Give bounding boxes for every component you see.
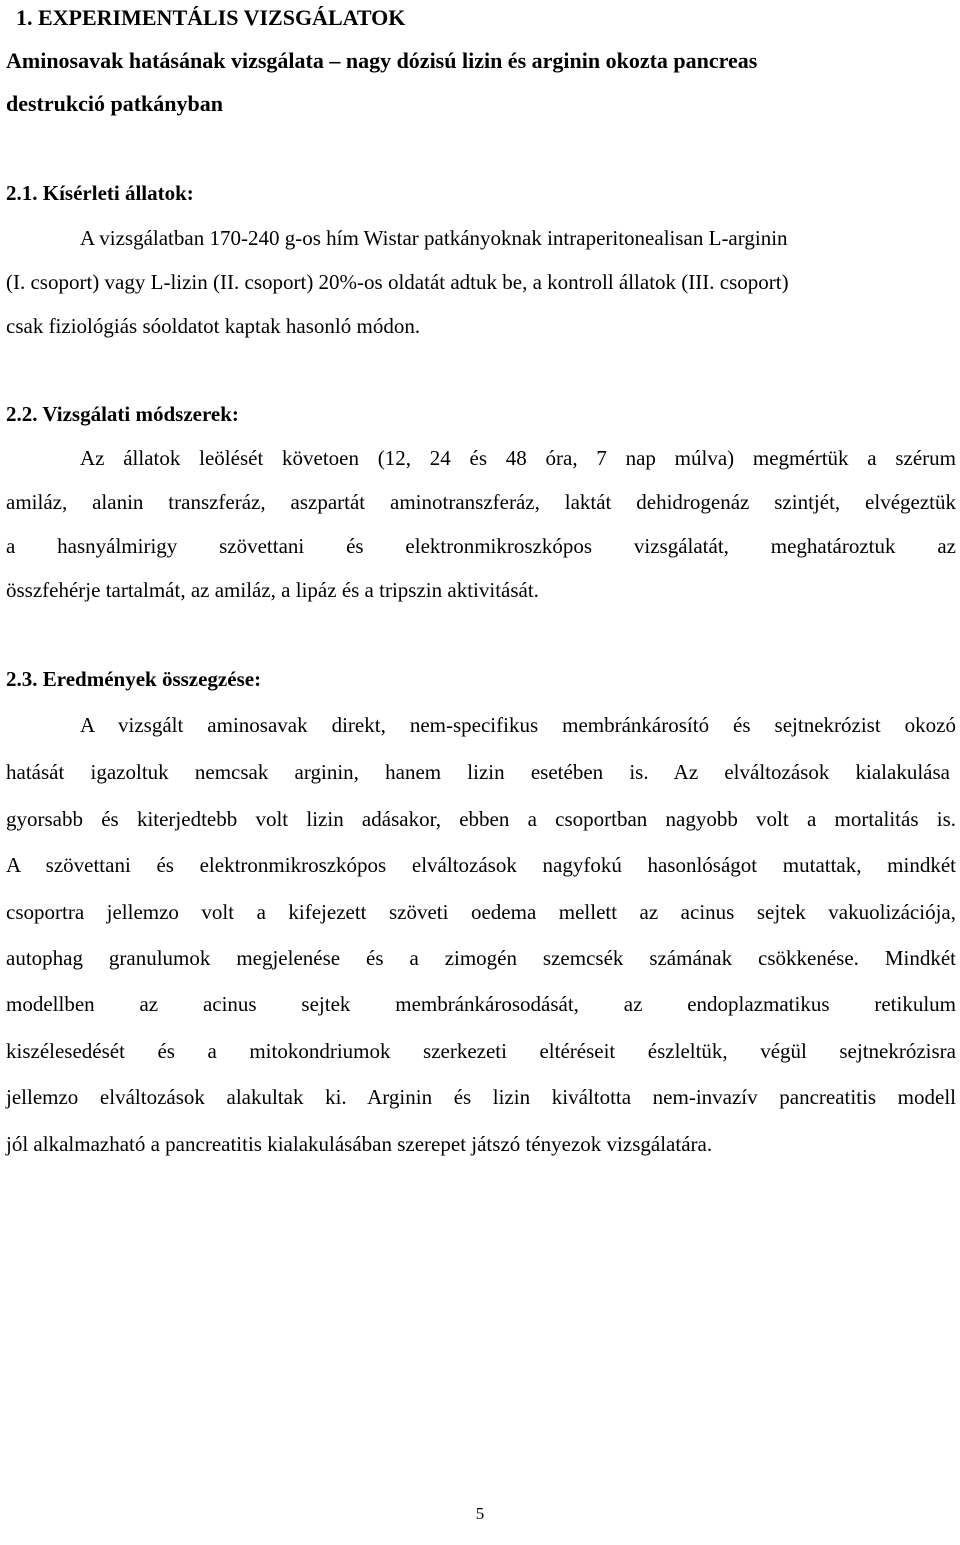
- paragraph-line: (I. csoport) vagy L-lizin (II. csoport) 20%-os oldatát adtuk be, a kontroll állatok (III. csoport): [6, 270, 789, 294]
- paragraph-line: Az állatok leölését követoen (12, 24 és 48 óra, 7 nap múlva) megmértük a szérum: [80, 446, 956, 470]
- page-number: 5: [475, 1504, 485, 1523]
- paragraph-line: jellemzo elváltozások alakultak ki. Arginin és lizin kiváltotta nem-invazív pancreatitis modell: [6, 1085, 956, 1109]
- section-heading-2-1: 2.1. Kísérleti állatok:: [6, 181, 194, 205]
- paragraph-line: gyorsabb és kiterjedtebb volt lizin adásakor, ebben a csoportban nagyobb volt a mortalitás is.: [6, 807, 956, 831]
- chapter-heading: 1. EXPERIMENTÁLIS VIZSGÁLATOK: [16, 5, 406, 30]
- document-title-line-1: Aminosavak hatásának vizsgálata – nagy dózisú lizin és arginin okozta pancreas: [6, 48, 758, 73]
- paragraph-line: a hasnyálmirigy szövettani és elektronmikroszkópos vizsgálatát, meghatároztuk az: [6, 534, 956, 558]
- paragraph-line: modellben az acinus sejtek membránkárosodását, az endoplazmatikus retikulum: [6, 992, 956, 1016]
- paragraph-line: amiláz, alanin transzferáz, aszpartát aminotranszferáz, laktát dehidrogenáz szintjét, elvégeztük: [6, 490, 956, 514]
- paragraph-line: kiszélesedését és a mitokondriumok szerkezeti eltéréseit észleltük, végül sejtnekrózisra: [6, 1039, 956, 1063]
- section-heading-2-2: 2.2. Vizsgálati módszerek:: [6, 402, 239, 426]
- document-title-line-2: destrukció patkányban: [6, 91, 224, 116]
- paragraph-line: hatását igazoltuk nemcsak arginin, hanem lizin esetében is. Az elváltozások kialakulása: [6, 760, 950, 784]
- paragraph-line: csoportra jellemzo volt a kifejezett szöveti oedema mellett az acinus sejtek vakuolizációja,: [6, 900, 956, 924]
- paragraph-line: csak fiziológiás sóoldatot kaptak hasonló módon.: [6, 314, 421, 338]
- paragraph-line: összfehérje tartalmát, az amiláz, a lipáz és a tripszin aktivitását.: [6, 578, 539, 602]
- paragraph-line: autophag granulumok megjelenése és a zimogén szemcsék számának csökkenése. Mindkét: [6, 946, 956, 970]
- paragraph-line: jól alkalmazható a pancreatitis kialakulásában szerepet játszó tényezok vizsgálatára.: [6, 1132, 713, 1156]
- paragraph-line: A szövettani és elektronmikroszkópos elváltozások nagyfokú hasonlóságot mutattak, mindkét: [6, 853, 956, 877]
- paragraph-line: A vizsgálatban 170-240 g-os hím Wistar patkányoknak intraperitonealisan L-arginin: [80, 226, 788, 250]
- section-heading-2-3: 2.3. Eredmények összegzése:: [6, 667, 262, 691]
- paragraph-line: A vizsgált aminosavak direkt, nem-specifikus membránkárosító és sejtnekrózist okozó: [80, 713, 956, 737]
